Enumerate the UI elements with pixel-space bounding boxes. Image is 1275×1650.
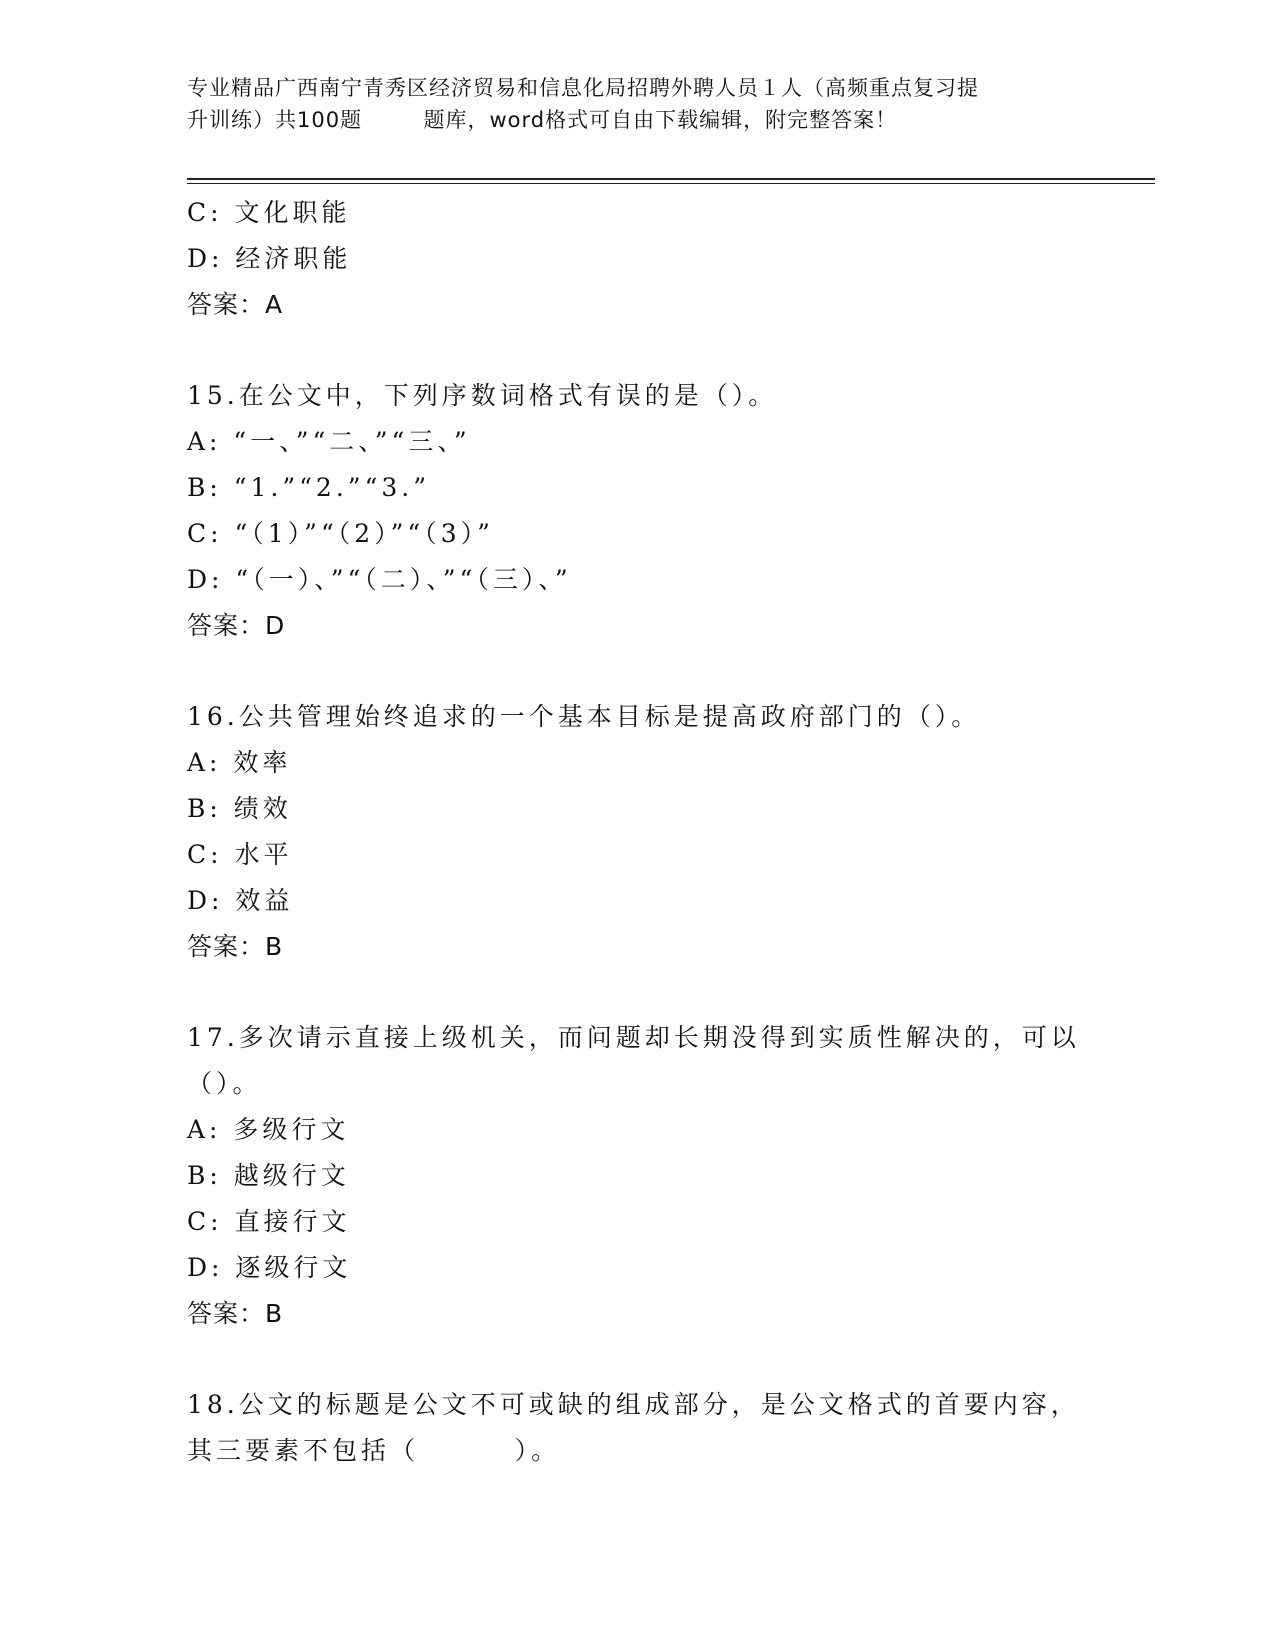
option-c: C: 文化职能 bbox=[187, 198, 351, 227]
header-title-line-2: 升训练）共100题 题库，word格式可自由下载编辑，附完整答案！ bbox=[187, 108, 898, 132]
header-divider bbox=[187, 178, 1155, 180]
option-a: A: 多级行文 bbox=[187, 1115, 350, 1144]
question-gap bbox=[187, 970, 1087, 1015]
question-stem-line-2: 其三要素不包括（ ）。 bbox=[187, 1436, 561, 1465]
option-d: D: 经济职能 bbox=[187, 244, 352, 273]
option-d: D: “（一）、”“（二）、”“（三）、” bbox=[187, 565, 572, 594]
option-c: C: “（1）”“（2）”“（3）” bbox=[187, 519, 494, 548]
option-b: B: 绩效 bbox=[187, 794, 292, 823]
question-gap bbox=[187, 328, 1087, 373]
question-list bbox=[187, 190, 1087, 1474]
option-d: D: 效益 bbox=[187, 886, 294, 915]
question-stem: 16.公共管理始终追求的一个基本目标是提高政府部门的（）。 bbox=[187, 702, 981, 731]
question-17-block bbox=[187, 1015, 1087, 1337]
option-c: C: 水平 bbox=[187, 840, 293, 869]
question-stem-line-2: （）。 bbox=[187, 1069, 262, 1098]
option-a: A: “一、”“二、”“三、” bbox=[187, 427, 471, 456]
question-15-block bbox=[187, 373, 1087, 649]
option-b: B: 越级行文 bbox=[187, 1161, 350, 1190]
option-a: A: 效率 bbox=[187, 748, 292, 777]
question-stem: 15.在公文中，下列序数词格式有误的是（）。 bbox=[187, 381, 778, 410]
answer-label: 答案：B bbox=[187, 932, 284, 961]
header-divider-thin bbox=[187, 183, 1155, 184]
header-title-line-1: 专业精品广西南宁青秀区经济贸易和信息化局招聘外聘人员１人（高频重点复习提 bbox=[187, 76, 979, 100]
question-stem-line-1: 18.公文的标题是公文不可或缺的组成部分，是公文格式的首要内容， bbox=[187, 1390, 1080, 1419]
option-b: B: “1.”“2.”“3.” bbox=[187, 473, 430, 502]
question-16-block bbox=[187, 694, 1087, 970]
document-header bbox=[187, 72, 1087, 136]
question-gap bbox=[187, 649, 1087, 694]
answer-label: 答案：B bbox=[187, 1299, 284, 1328]
question-stem-line-1: 17.多次请示直接上级机关，而问题却长期没得到实质性解决的，可以 bbox=[187, 1023, 1080, 1052]
question-gap bbox=[187, 1337, 1087, 1382]
answer-label: 答案：A bbox=[187, 290, 284, 319]
option-d: D: 逐级行文 bbox=[187, 1253, 352, 1282]
answer-label: 答案：D bbox=[187, 611, 286, 640]
question-18-block bbox=[187, 1382, 1087, 1474]
question-14-block bbox=[187, 190, 1087, 328]
option-c: C: 直接行文 bbox=[187, 1207, 351, 1236]
